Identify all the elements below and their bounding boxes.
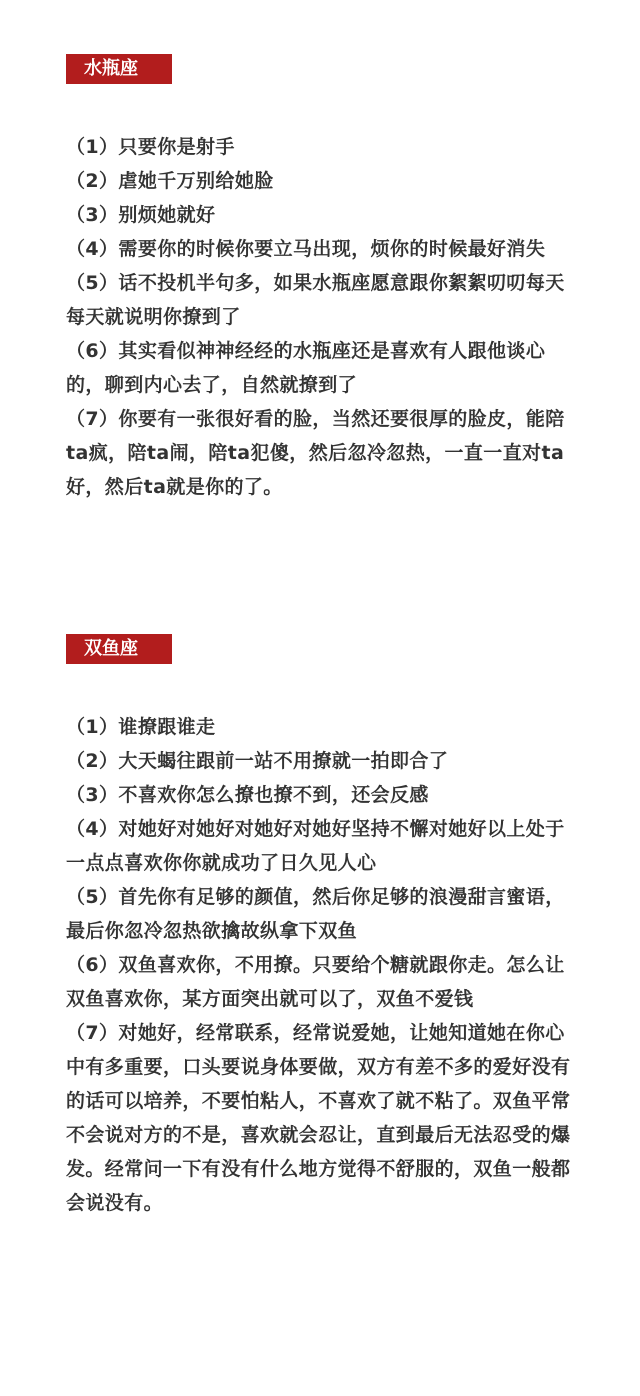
- section-title-tag: 双鱼座: [66, 634, 172, 664]
- tip-item: （3）不喜欢你怎么撩也撩不到，还会反感: [66, 784, 429, 806]
- tip-item: （7）对她好，经常联系，经常说爱她，让她知道她在你心中有多重要，口头要说身体要做，双方有差不多的爱好没有的话可以培养，不要怕粘人，不喜欢了就不粘了。双鱼平常不会说对方的不是，喜欢就会忍让，直到最后无法忍受的爆发。经常问一下有没有什么地方觉得不舒服的，双鱼一般都会说没有。: [66, 1022, 571, 1214]
- tip-item: （1）谁撩跟谁走: [66, 716, 216, 738]
- tips-list: [66, 130, 576, 504]
- tip-item: （5）首先你有足够的颜值，然后你足够的浪漫甜言蜜语，最后你忽冷忽热欲擒故纵拿下双鱼: [66, 886, 565, 942]
- tip-item: （2）大天蝎往跟前一站不用撩就一拍即合了: [66, 750, 449, 772]
- tip-item: （6）双鱼喜欢你，不用撩。只要给个糖就跟你走。怎么让双鱼喜欢你，某方面突出就可以了，双鱼不爱钱: [66, 954, 565, 1010]
- tip-item: （1）只要你是射手: [66, 136, 235, 158]
- tip-item: （4）需要你的时候你要立马出现，烦你的时候最好消失: [66, 238, 546, 260]
- tip-item: （6）其实看似神神经经的水瓶座还是喜欢有人跟他谈心的，聊到内心去了，自然就撩到了: [66, 340, 546, 396]
- tip-item: （3）别烦她就好: [66, 204, 216, 226]
- tip-item: （4）对她好对她好对她好对她好坚持不懈对她好以上处于一点点喜欢你你就成功了日久见人心: [66, 818, 565, 874]
- tips-list: [66, 710, 576, 1220]
- tip-item: （5）话不投机半句多，如果水瓶座愿意跟你絮絮叨叨每天每天就说明你撩到了: [66, 272, 565, 328]
- tip-item: （2）虐她千万别给她脸: [66, 170, 274, 192]
- section-title-tag: 水瓶座: [66, 54, 172, 84]
- tip-item: （7）你要有一张很好看的脸，当然还要很厚的脸皮，能陪ta疯，陪ta闹，陪ta犯傻，然后忽冷忽热，一直一直对ta好，然后ta就是你的了。: [66, 408, 565, 498]
